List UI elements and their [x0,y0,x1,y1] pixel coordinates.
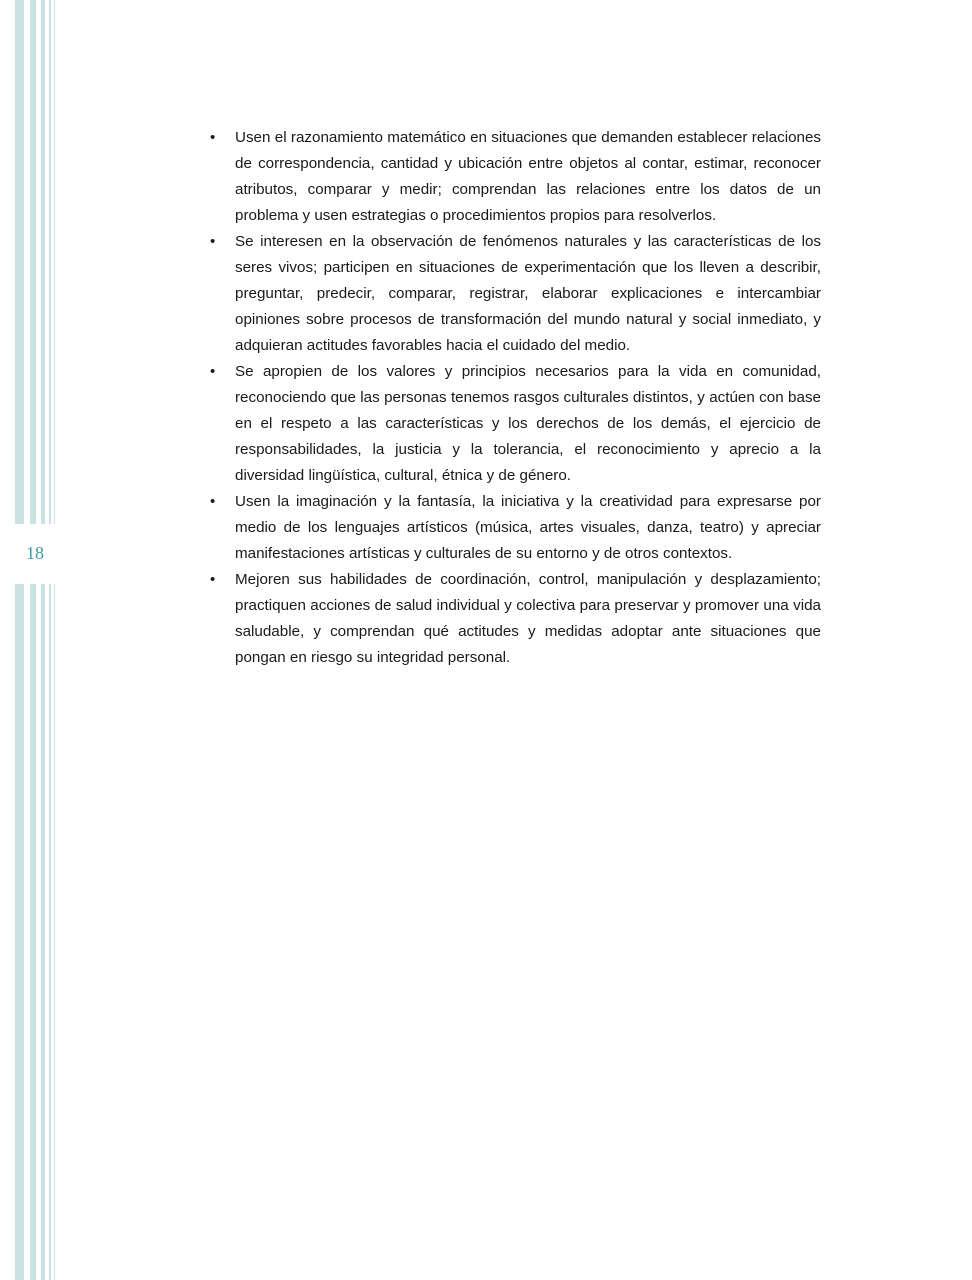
objectives-list [207,125,821,671]
bullet-icon: • [210,493,216,510]
stripe [41,0,45,524]
stripe [54,0,55,524]
stripe [49,584,51,1280]
bullet-icon: • [210,571,216,588]
page-number: 18 [26,543,44,563]
list-item [207,359,821,489]
bullet-icon: • [210,363,216,380]
list-item-text: Usen la imaginación y la fantasía, la iniciativa y la creatividad para expresarse por medio de los lenguajes artísticos (música, artes visuales, danza, teatro) y apreciar manifestaciones artísticas y culturales de su entorno y de otros contextos. [235,493,821,562]
stripe [30,584,36,1280]
stripe [30,0,36,524]
main-content [207,125,821,671]
list-item-text: Mejoren sus habilidades de coordinación, control, manipulación y desplazamiento; practiquen acciones de salud individual y colectiva para preservar y promover una vida saludable, y comprendan qué actitudes y medidas adoptar ante situaciones que pongan en riesgo su integridad personal. [235,571,821,666]
stripe [41,584,45,1280]
list-item [207,229,821,359]
bullet-icon: • [210,129,216,146]
list-item [207,567,821,671]
bullet-icon: • [210,233,216,250]
stripe [15,584,24,1280]
stripe [15,0,24,524]
stripe [49,0,51,524]
decorative-side-stripes [0,0,60,1280]
list-item [207,125,821,229]
stripe [54,584,55,1280]
list-item-text: Se apropien de los valores y principios necesarios para la vida en comunidad, reconociendo que las personas tenemos rasgos culturales distintos, y actúen con base en el respeto a las características y los derechos de los demás, el ejercicio de responsabilidades, la justicia y la tolerancia, el reconocimiento y aprecio a la diversidad lingüística, cultural, étnica y de género. [235,363,821,484]
list-item-text: Se interesen en la observación de fenómenos naturales y las características de los seres vivos; participen en situaciones de experimentación que los lleven a describir, preguntar, predecir, comparar, registrar, elaborar explicaciones e intercambiar opiniones sobre procesos de transformación del mundo natural y social inmediato, y adquieran actitudes favorables hacia el cuidado del medio. [235,233,821,354]
list-item-text: Usen el razonamiento matemático en situaciones que demanden establecer relaciones de correspondencia, cantidad y ubicación entre objetos al contar, estimar, reconocer atributos, comparar y medir; comprendan las relaciones entre los datos de un problema y usen estrategias o procedimientos propios para resolverlos. [235,129,821,224]
list-item [207,489,821,567]
